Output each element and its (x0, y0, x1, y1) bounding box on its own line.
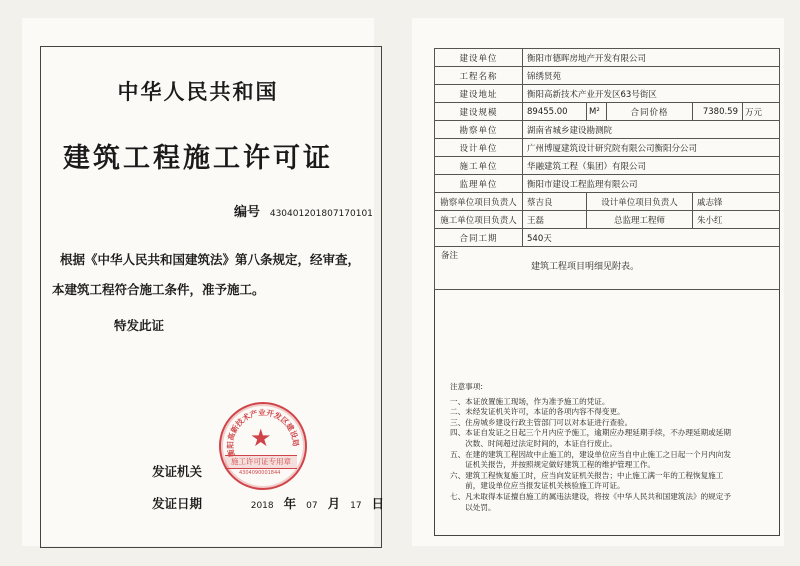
number-label: 编号 (234, 205, 261, 220)
row-label: 施工单位 (435, 157, 523, 175)
date-day: 17 (350, 501, 362, 511)
row-label: 监理单位 (435, 175, 523, 193)
issuer-label: 发证机关 (152, 464, 203, 479)
scale-unit: M² (587, 103, 607, 121)
remark-text: 建筑工程项目明细见附表。 (531, 262, 640, 272)
table-row (435, 175, 780, 193)
notice-section (450, 382, 780, 513)
issuer-row (152, 462, 202, 480)
table-row (435, 139, 780, 157)
table-row (435, 229, 780, 247)
design-pm-label: 设计单位项目负责人 (587, 193, 693, 211)
scale-value: 89455.00 (523, 103, 587, 121)
notice-item: 七、凡未取得本证擅自施工的属违法建设，将按《中华人民共和国建筑法》的规定予 以处罚。 (450, 491, 731, 512)
table-row (435, 193, 780, 211)
price-value: 7380.59 (693, 103, 743, 121)
table-row (435, 103, 780, 121)
certificate-number: 430401201807170101 (269, 209, 373, 219)
table-row (435, 49, 780, 67)
date-month-unit: 月 (327, 496, 341, 511)
seal-star-icon: ★ (250, 424, 272, 452)
date-month: 07 (306, 501, 318, 511)
approval-text-line1: 根据《中华人民共和国建筑法》第八条规定，经审查， (60, 252, 361, 267)
scale-label: 建设规模 (435, 103, 523, 121)
construction-unit-value: 华融建筑工程（集团）有限公司 (523, 157, 780, 175)
table-row (435, 85, 780, 103)
survey-pm-value: 蔡吉良 (523, 193, 587, 211)
date-label: 发证日期 (152, 496, 203, 511)
developer-value: 衡阳市德晖房地产开发有限公司 (523, 49, 780, 67)
notice-heading: 注意事项: (450, 382, 483, 391)
svg-text:衡阳高新技术产业开发区建设局: 衡阳高新技术产业开发区建设局 (225, 408, 301, 458)
table-row (435, 211, 780, 229)
row-label: 建设单位 (435, 49, 523, 67)
certificate-number-row (234, 201, 373, 220)
approval-text-line2: 本建筑工程符合施工条件，准予施工。 (52, 282, 265, 297)
row-label: 勘察单位 (435, 121, 523, 139)
address-value: 衡阳高新技术产业开发区63号街区 (523, 85, 780, 103)
duration-label: 合同工期 (435, 229, 523, 247)
official-seal (219, 402, 307, 490)
row-label: 设计单位 (435, 139, 523, 157)
notice-item: 五、在建的建筑工程因故中止施工的，建设单位应当自中止施工之日起一个月内向发 证机关报告，并按照规定做好建筑工程的维护管理工作。 (450, 449, 731, 470)
table-row (435, 247, 780, 290)
project-name-value: 锦绣贤苑 (523, 67, 780, 85)
construction-pm-label: 施工单位项目负责人 (435, 211, 523, 229)
table-row (435, 157, 780, 175)
certificate-title: 建筑工程施工许可证 (63, 143, 333, 174)
seal-bar-text: 施工许可证专用章 (225, 455, 297, 469)
seal-code: 4304090001844 (239, 470, 281, 476)
date-year: 2018 (250, 501, 274, 511)
duration-value: 540天 (523, 229, 780, 247)
notice-item: 二、未经发证机关许可，本证的各项内容不得变更。 (450, 407, 625, 417)
project-info-table (434, 48, 780, 290)
issue-date-row (152, 494, 394, 512)
survey-pm-label: 勘察单位项目负责人 (435, 193, 523, 211)
date-year-unit: 年 (283, 496, 297, 511)
survey-unit-value: 湖南省城乡建设勘测院 (523, 121, 780, 139)
notice-item: 一、本证放置施工现场，作为准予施工的凭证。 (450, 396, 610, 406)
country-heading: 中华人民共和国 (117, 79, 279, 104)
table-row (435, 67, 780, 85)
construction-pm-value: 王磊 (523, 211, 587, 229)
design-unit-value: 广州博厦建筑设计研究院有限公司衡阳分公司 (523, 139, 780, 157)
date-day-unit: 日 (371, 496, 385, 511)
remark-label: 备注 (441, 251, 459, 261)
notice-item: 六、建筑工程恢复施工时，应当向发证机关报告；中止施工满一年的工程恢复施工 前，建设单位应当报发证机关核验施工许可证。 (450, 470, 724, 491)
remark-cell (435, 247, 780, 290)
chief-supervisor-label: 总监理工程师 (587, 211, 693, 229)
notice-item: 四、本证自发证之日起三个月内应予施工，逾期应办理延期手续，不办理延期或延期 次数、时间超过法定时间的，本证自行废止。 (450, 428, 731, 448)
price-unit: 万元 (743, 103, 780, 121)
issued-statement: 特发此证 (114, 318, 165, 333)
supervision-unit-value: 衡阳市建设工程监理有限公司 (523, 175, 780, 193)
certificate-front-page (22, 18, 385, 546)
row-label: 建设地址 (435, 85, 523, 103)
notice-item: 三、住房城乡建设行政主管部门可以对本证进行查验。 (450, 417, 633, 427)
table-row (435, 121, 780, 139)
chief-supervisor-value: 朱小红 (693, 211, 780, 229)
row-label: 工程名称 (435, 67, 523, 85)
design-pm-value: 戚志锋 (693, 193, 780, 211)
price-label: 合同价格 (607, 103, 693, 121)
certificate-back-page (412, 18, 784, 546)
